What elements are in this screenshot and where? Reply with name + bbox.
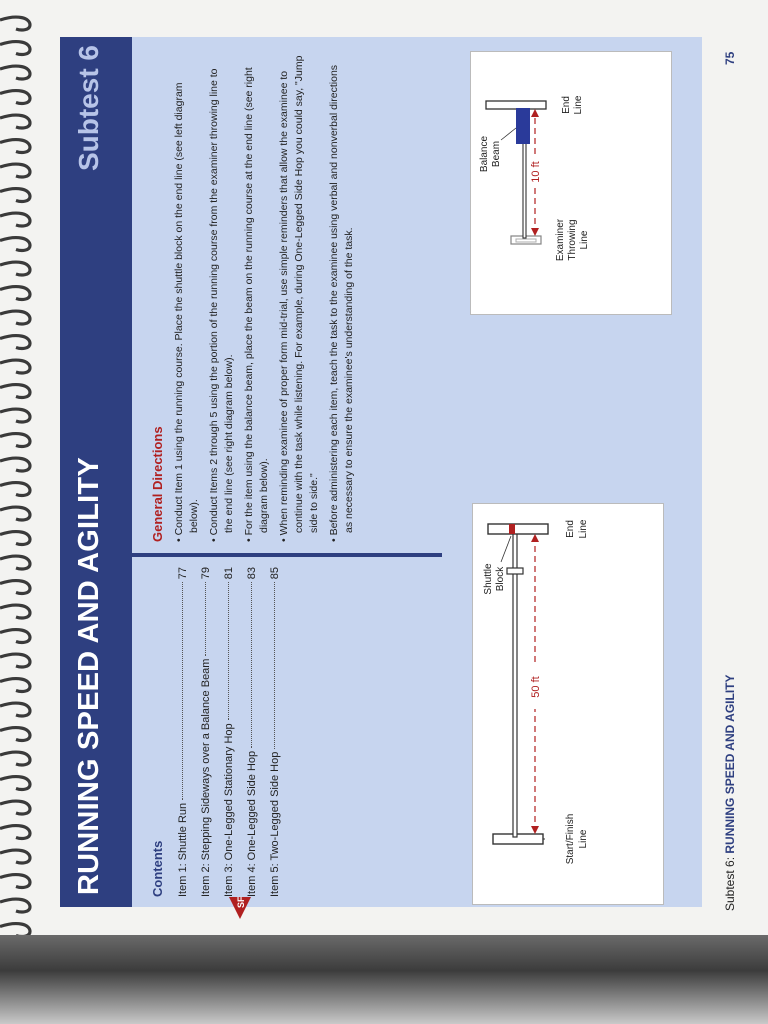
contents-item-title: Item 2: Stepping Sideways over a Balance Beam [200, 658, 212, 897]
contents-item[interactable] [223, 567, 246, 897]
desk-background [0, 935, 768, 1024]
contents-item-page: 81 [223, 567, 235, 580]
examiner-line-label-2: Throwing [567, 219, 578, 261]
running-course-drawing [473, 504, 663, 904]
page-title: RUNNING SPEED AND AGILITY [73, 457, 105, 895]
end-line-label: End [561, 96, 572, 114]
contents-item-title: Item 1: Shuttle Run [177, 802, 189, 897]
examiner-line-label-3: Line [579, 230, 590, 250]
panel-divider [132, 553, 442, 557]
info-panel [132, 37, 442, 907]
distance-label: 50 ft [530, 676, 542, 698]
leader-dots [228, 582, 229, 720]
direction-item: • When reminding examinee of proper form mid-trial, use simple reminders that allow the examinee to continue with the task while listening. For example, during One-Legged Side Hop you could say, "Jump side to side." [277, 52, 322, 542]
contents-item[interactable] [200, 567, 223, 897]
contents-item-page: 77 [177, 567, 189, 580]
direction-item: • Before administering each item, teach the task to the examinee using verbal and nonverbal directions as necessary to ensure the examinee's understanding of the task. [327, 52, 357, 542]
balance-beam-drawing [471, 52, 671, 314]
contents-item[interactable] [269, 567, 292, 897]
leader-dots [251, 582, 252, 748]
examiner-line-label: Examiner [555, 218, 566, 262]
balance-beam-label-2: Beam [491, 140, 502, 168]
rotated-page-content [25, 35, 745, 935]
page-number: 75 [723, 51, 737, 65]
balance-beam-label: Balance [479, 135, 490, 173]
distance-label: 10 ft [530, 161, 542, 183]
footer-prefix: Subtest 6: [723, 856, 737, 911]
contents-item-page: 85 [269, 567, 281, 580]
direction-item: • Conduct Item 1 using the running course. Place the shuttle block on the end line (see left diagram below). [172, 52, 202, 542]
balance-beam-icon [516, 108, 530, 144]
subtest-label: Subtest 6 [73, 45, 104, 172]
balance-beam-diagram [470, 51, 672, 315]
end-line-label-line: Line [578, 519, 589, 539]
contents-list [177, 567, 292, 908]
contents-item-title: Item 5: Two-Legged Side Hop [269, 751, 281, 897]
diagram-panel [442, 37, 702, 907]
sf-marker-text: SF [236, 896, 246, 908]
directions-list [172, 52, 362, 542]
shuttle-block-icon [509, 524, 515, 534]
contents-item-title: Item 4: One-Legged Side Hop [246, 750, 258, 897]
contents-item-title: Item 3: One-Legged Stationary Hop [223, 723, 235, 897]
start-finish-label: Start/Finish [565, 813, 576, 865]
contents-item[interactable] [177, 567, 200, 897]
contents-heading: Contents [150, 840, 165, 897]
spiral-coil [0, 17, 30, 30]
end-line-label: End [565, 520, 576, 538]
leader-dots [205, 582, 206, 655]
running-course-diagram [472, 503, 664, 905]
direction-item: • Conduct Items 2 through 5 using the portion of the running course from the examiner throwing line to the end line (see right diagram below). [207, 52, 237, 542]
footer-title: RUNNING SPEED AND AGILITY [723, 674, 737, 854]
end-line-label-line: Line [573, 95, 584, 115]
title-underline [118, 37, 132, 907]
start-finish-label-line: Line [578, 829, 589, 849]
shuttle-block-label: Shuttle [483, 563, 494, 595]
contents-item-page: 83 [246, 567, 258, 580]
contents-item[interactable] [246, 567, 269, 897]
direction-item: • For the item using the balance beam, place the beam on the running course at the end line (see right diagram below). [242, 52, 272, 542]
leader-dots [274, 582, 275, 748]
contents-item-page: 79 [200, 567, 212, 580]
running-footer [723, 674, 737, 911]
sf-marker-icon [227, 895, 253, 921]
shuttle-block-label-line: Block [495, 566, 506, 592]
directions-heading: General Directions [150, 426, 165, 542]
leader-dots [182, 582, 183, 800]
